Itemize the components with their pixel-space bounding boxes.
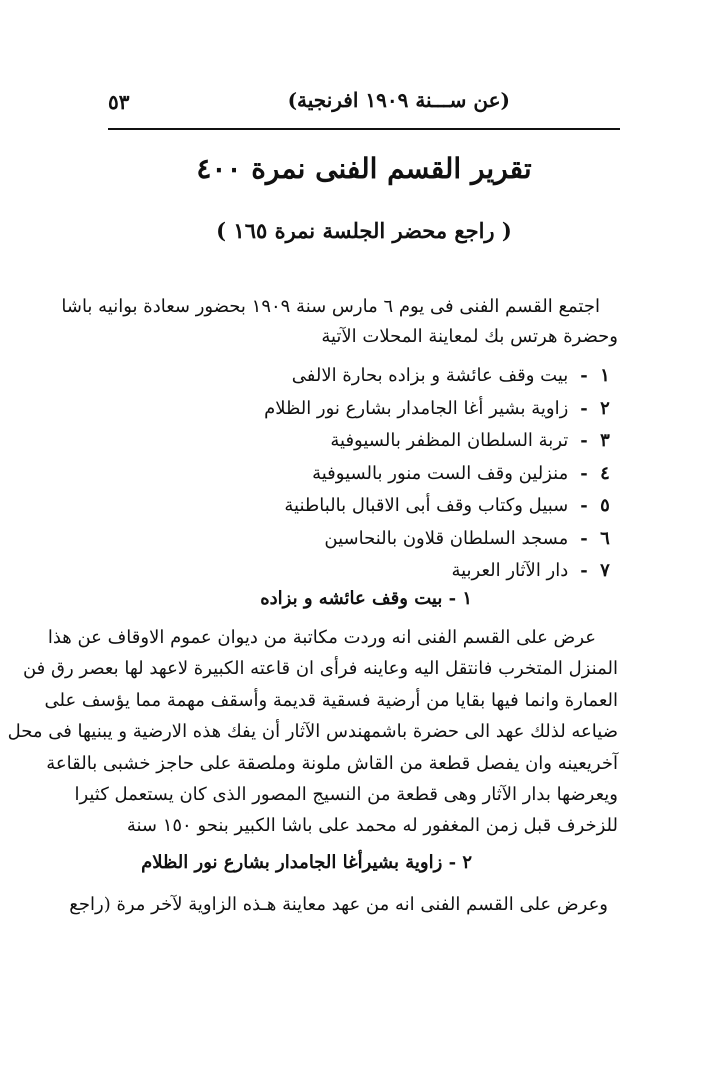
paragraph-line: عرض على القسم الفنى انه وردت مكاتبة من ديوان عموم الاوقاف عن هذا <box>47 627 596 648</box>
list-item: ٤- منزلين وقف الست منور بالسيوفية <box>264 458 616 491</box>
list-item-text: دار الآثار العربية <box>451 560 569 581</box>
list-item-number: ٣ <box>600 430 610 451</box>
list-item-text: مسجد السلطان قلاون بالنحاسين <box>324 527 569 549</box>
list-item-text: بيت وقف عائشة و بزاده بحارة الالفى <box>291 365 569 386</box>
paragraph-line: آخريعينه وان يفصل قطعة من القاش ملونة وملصقة على حاجز خشبى بالقاعة <box>46 752 618 774</box>
paragraph-line: ويعرضها بدار الآثار وهى قطعة من النسيج المصور الذى كان يستعمل كثيرا <box>74 783 618 805</box>
list-item: ٢- زاوية بشير أغا الجامدار بشارع نور الظلام <box>264 393 616 426</box>
section-1-heading: ١ - بيت وقف عائشه و بزاده <box>260 588 472 609</box>
report-title: تقرير القسم الفنى نمرة ٤٠٠ <box>196 152 532 185</box>
list-item-number: ٦ <box>600 527 610 549</box>
list-item-number: ٧ <box>600 560 610 581</box>
paragraph-line: وعرض على القسم الفنى انه من عهد معاينة هـذه الزاوية لآخر مرة (راجع <box>69 894 608 915</box>
list-item-text: تربة السلطان المظفر بالسيوفية <box>330 430 569 451</box>
section-2-heading: ٢ - زاوية بشيرأغا الجامدار بشارع نور الظلام <box>141 852 472 873</box>
list-item-text: منزلين وقف الست منور بالسيوفية <box>312 462 569 484</box>
header-divider <box>108 128 620 130</box>
page-number: ٥٣ <box>108 90 130 114</box>
sites-list <box>264 360 616 588</box>
intro-line: وحضرة هرتس بك لمعاينة المحلات الآتية <box>321 326 618 347</box>
section-2-paragraph <box>69 890 618 920</box>
list-item: ٦- مسجد السلطان قلاون بالنحاسين <box>264 523 616 556</box>
list-item: ٧- دار الآثار العربية <box>264 555 616 588</box>
list-item-number: ٢ <box>600 397 610 419</box>
list-item-text: سبيل وكتاب وقف أبى الاقبال بالباطنية <box>284 495 569 516</box>
intro-paragraph <box>61 292 618 352</box>
list-item: ٣- تربة السلطان المظفر بالسيوفية <box>264 425 616 458</box>
paragraph-line: المنزل المتخرب فانتقل اليه وعاينه فرأى ان قاعته الكبيرة لاعهد لها بعصر رق فن <box>22 658 618 680</box>
paragraph-line: ضياعه لذلك عهد الى حضرة باشمهندس الآثار أن يفك هذه الارضية و يبنيها فى محل <box>7 721 618 743</box>
paragraph-line: للزخرف قبل زمن المغفور له محمد على باشا الكبير بنحو ١٥٠ سنة <box>126 815 618 837</box>
list-item-number: ١ <box>600 365 610 386</box>
list-item-text: زاوية بشير أغا الجامدار بشارع نور الظلام <box>264 397 569 419</box>
paragraph-line: العمارة وانما فيها بقايا من أرضية فسقية قديمة وأسقف مهمة مما يؤسف على <box>44 689 618 711</box>
running-header <box>108 86 620 122</box>
report-subtitle: ( راجع محضر الجلسة نمرة ١٦٥ ) <box>216 218 512 243</box>
section-1-paragraph <box>7 622 618 842</box>
running-header-title: (عن ســـنة ١٩٠٩ افرنجية) <box>287 88 510 112</box>
list-item: ١- بيت وقف عائشة و بزاده بحارة الالفى <box>264 360 616 393</box>
list-item-number: ٤ <box>600 462 610 484</box>
intro-line: اجتمع القسم الفنى فى يوم ٦ مارس سنة ١٩٠٩ بحضور سعادة بوانيه باشا <box>61 296 600 317</box>
list-item-number: ٥ <box>600 495 610 516</box>
list-item: ٥- سبيل وكتاب وقف أبى الاقبال بالباطنية <box>264 490 616 523</box>
